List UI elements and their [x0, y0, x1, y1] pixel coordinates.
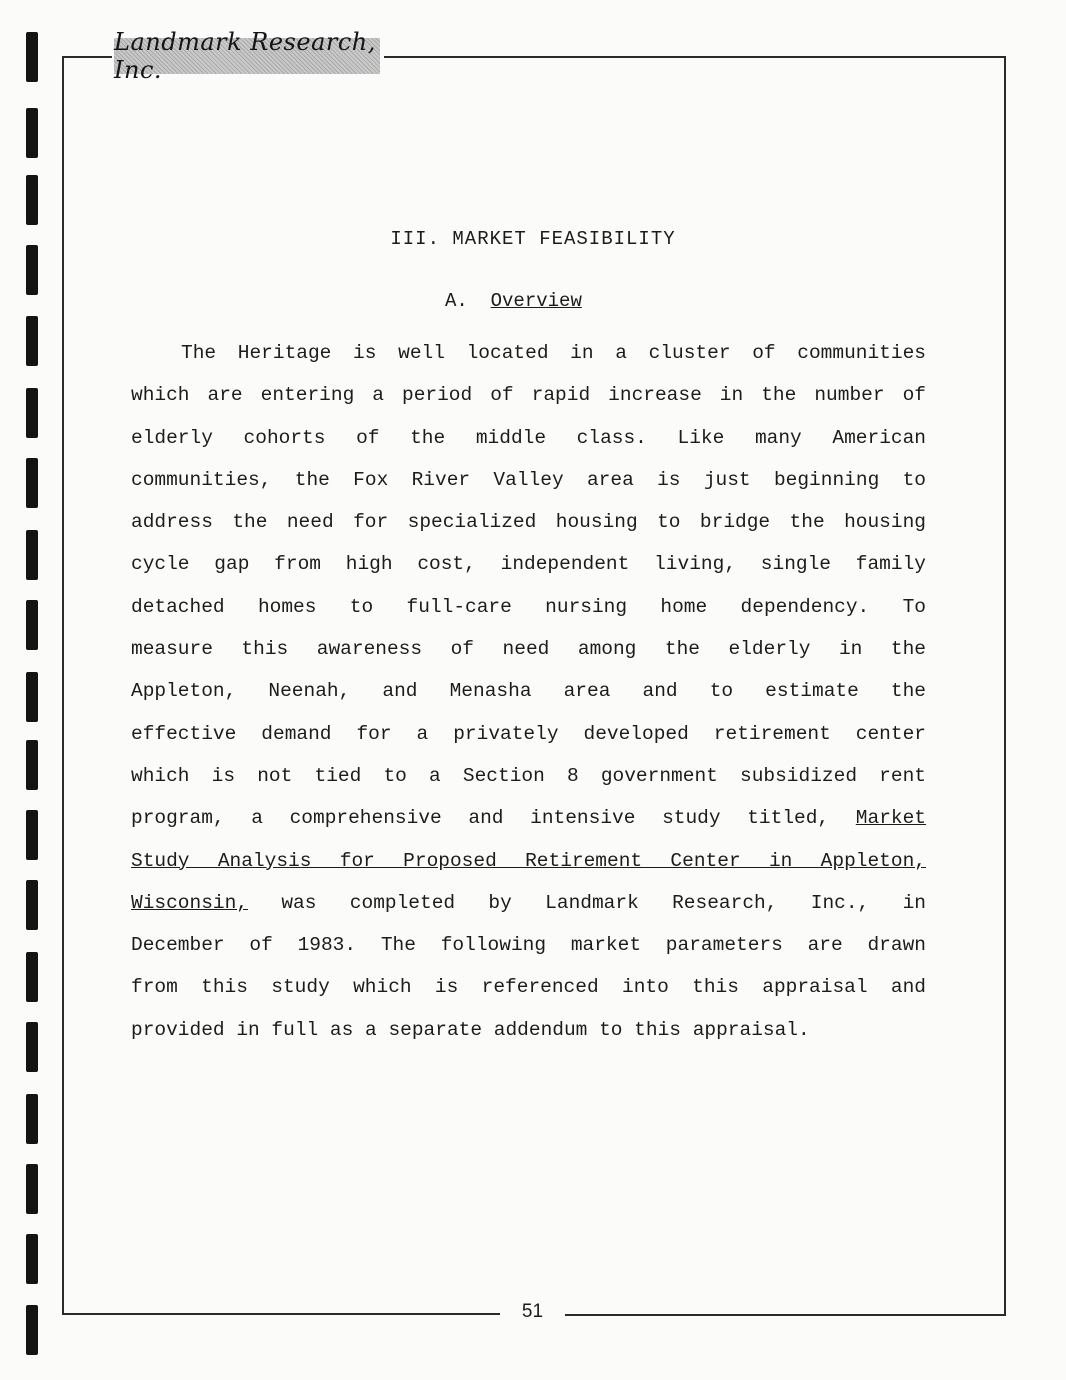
binding-mark	[26, 388, 38, 438]
paragraph-line: elderly cohorts of the middle class. Like many American	[131, 426, 926, 449]
overview-paragraph	[131, 332, 926, 1051]
subsection-letter: A.	[445, 290, 468, 312]
binding-mark	[26, 880, 38, 930]
page-frame-bottom	[565, 1314, 1006, 1316]
binding-mark	[26, 672, 38, 722]
paragraph-line	[131, 840, 926, 882]
binding-mark	[26, 245, 38, 295]
paragraph-line: effective demand for a privately developed retirement center	[131, 722, 926, 745]
paragraph-line: December of 1983. The following market parameters are drawn	[131, 934, 926, 957]
company-logo-text: Landmark Research, Inc.	[114, 28, 376, 84]
study-title: Wisconsin,	[131, 891, 249, 914]
binding-mark	[26, 530, 38, 580]
binding-mark	[26, 458, 38, 508]
paragraph-line: The Heritage is well located in a cluster of communities	[181, 342, 926, 364]
binding-mark	[26, 810, 38, 860]
binding-mark	[26, 952, 38, 1002]
section-heading-text: III. MARKET FEASIBILITY	[390, 228, 676, 250]
paragraph-line: which is not tied to a Section 8 government subsidized rent	[131, 764, 926, 787]
paragraph-line	[131, 882, 926, 924]
page-frame-bottom	[62, 1313, 500, 1315]
page-number: 51	[521, 1301, 544, 1322]
study-title: Market	[855, 807, 927, 830]
section-heading	[0, 228, 1066, 250]
binding-mark	[26, 740, 38, 790]
paragraph-text: program, a comprehensive and intensive study titled,	[131, 807, 830, 830]
page-frame-top	[384, 56, 1006, 58]
binding-mark	[26, 175, 38, 225]
paragraph-line: address the need for specialized housing to bridge the housing	[131, 511, 926, 534]
binding-mark	[26, 1234, 38, 1284]
binding-mark	[26, 600, 38, 650]
binding-mark	[26, 1094, 38, 1144]
paragraph-line: from this study which is referenced into this appraisal and	[131, 976, 926, 999]
binding-mark	[26, 316, 38, 366]
paragraph-line: communities, the Fox River Valley area is just beginning to	[131, 468, 926, 491]
paragraph-line	[131, 797, 926, 839]
binding-mark	[26, 1305, 38, 1355]
study-title: Study Analysis for Proposed Retirement Center in Appleton,	[131, 849, 926, 872]
company-logo	[114, 28, 380, 84]
binding-mark	[26, 1022, 38, 1072]
paragraph-text: was completed by Landmark Research, Inc., in	[281, 891, 926, 914]
paragraph-line: which are entering a period of rapid increase in the number of	[131, 384, 926, 407]
paragraph-line: detached homes to full-care nursing home dependency. To	[131, 595, 926, 618]
binding-mark	[26, 1164, 38, 1214]
paragraph-line: cycle gap from high cost, independent living, single family	[131, 553, 926, 576]
subsection-title: Overview	[490, 290, 582, 312]
binding-mark	[26, 108, 38, 158]
paragraph-line: measure this awareness of need among the elderly in the	[131, 638, 926, 661]
subsection-heading	[445, 290, 582, 312]
binding-holes	[0, 0, 60, 1380]
paragraph-line: Appleton, Neenah, and Menasha area and to estimate the	[131, 680, 926, 703]
paragraph-line: provided in full as a separate addendum to this appraisal.	[131, 1018, 810, 1041]
page-frame-top	[62, 56, 112, 58]
binding-mark	[26, 32, 38, 82]
